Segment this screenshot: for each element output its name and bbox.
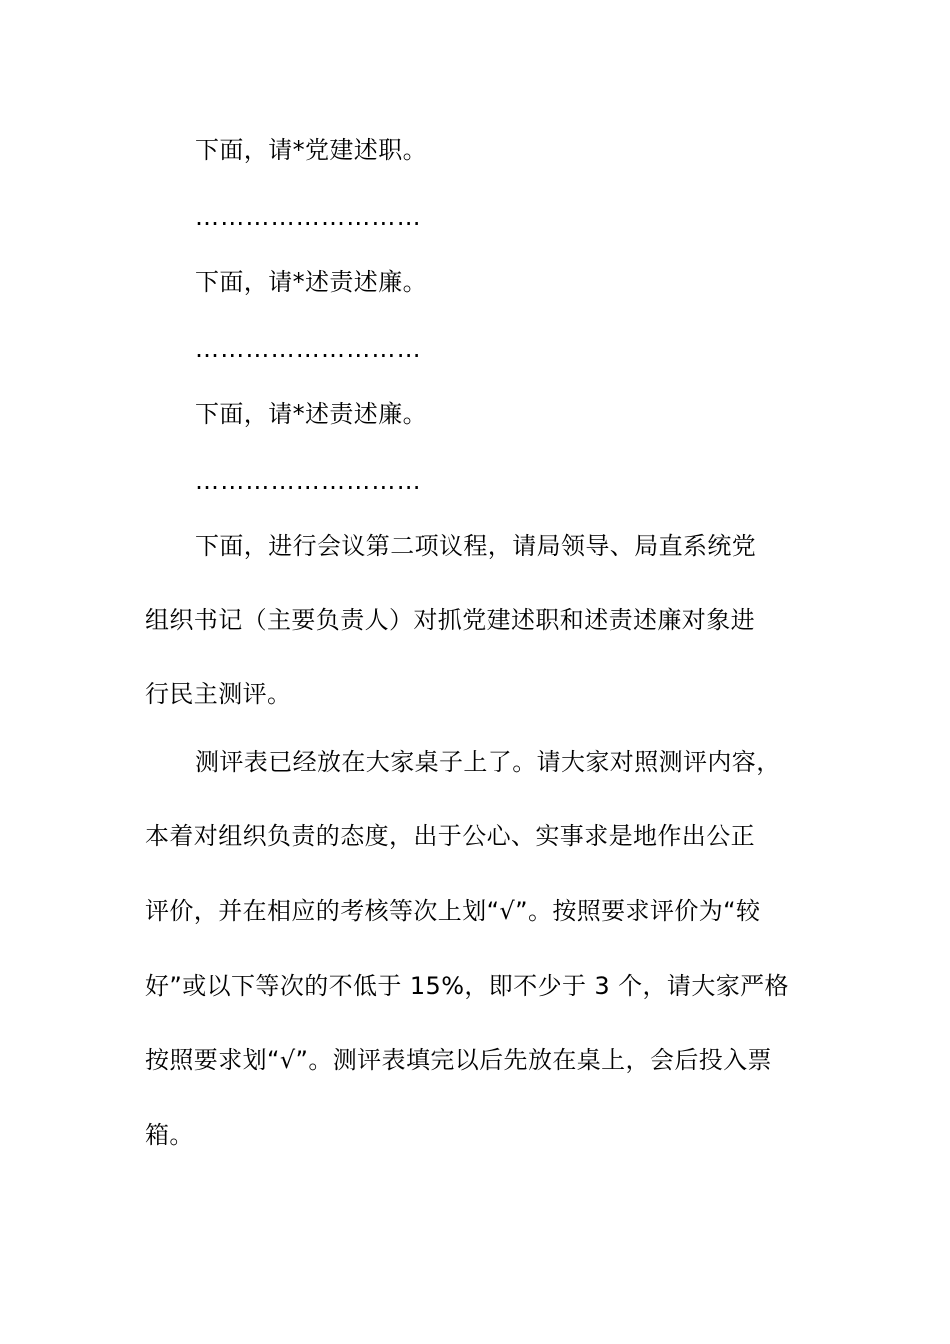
paragraph-line: 下面，请*述责述廉。 (195, 268, 427, 296)
paragraph-line: 下面，请*述责述廉。 (195, 400, 427, 428)
paragraph-line: 好”或以下等次的不低于 15%，即不少于 3 个，请大家严格 (145, 972, 789, 1000)
paragraph-line: 组织书记（主要负责人）对抓党建述职和述责述廉对象进 (145, 606, 755, 634)
ellipsis-line: ……………………… (195, 467, 422, 495)
ellipsis-line: ……………………… (195, 203, 422, 231)
ellipsis-line: ……………………… (195, 335, 422, 363)
paragraph-line: 测评表已经放在大家桌子上了。请大家对照测评内容， (195, 748, 781, 776)
paragraph-line: 下面，请*党建述职。 (195, 136, 427, 164)
paragraph-line: 箱。 (145, 1121, 194, 1149)
paragraph-line: 下面，进行会议第二项议程，请局领导、局直系统党 (195, 532, 757, 560)
paragraph-line: 评价，并在相应的考核等次上划“√”。按照要求评价为“较 (145, 897, 761, 925)
paragraph-line: 按照要求划“√”。测评表填完以后先放在桌上，会后投入票 (145, 1046, 772, 1074)
paragraph-line: 行民主测评。 (145, 680, 292, 708)
paragraph-line: 本着对组织负责的态度，出于公心、实事求是地作出公正 (145, 822, 755, 850)
